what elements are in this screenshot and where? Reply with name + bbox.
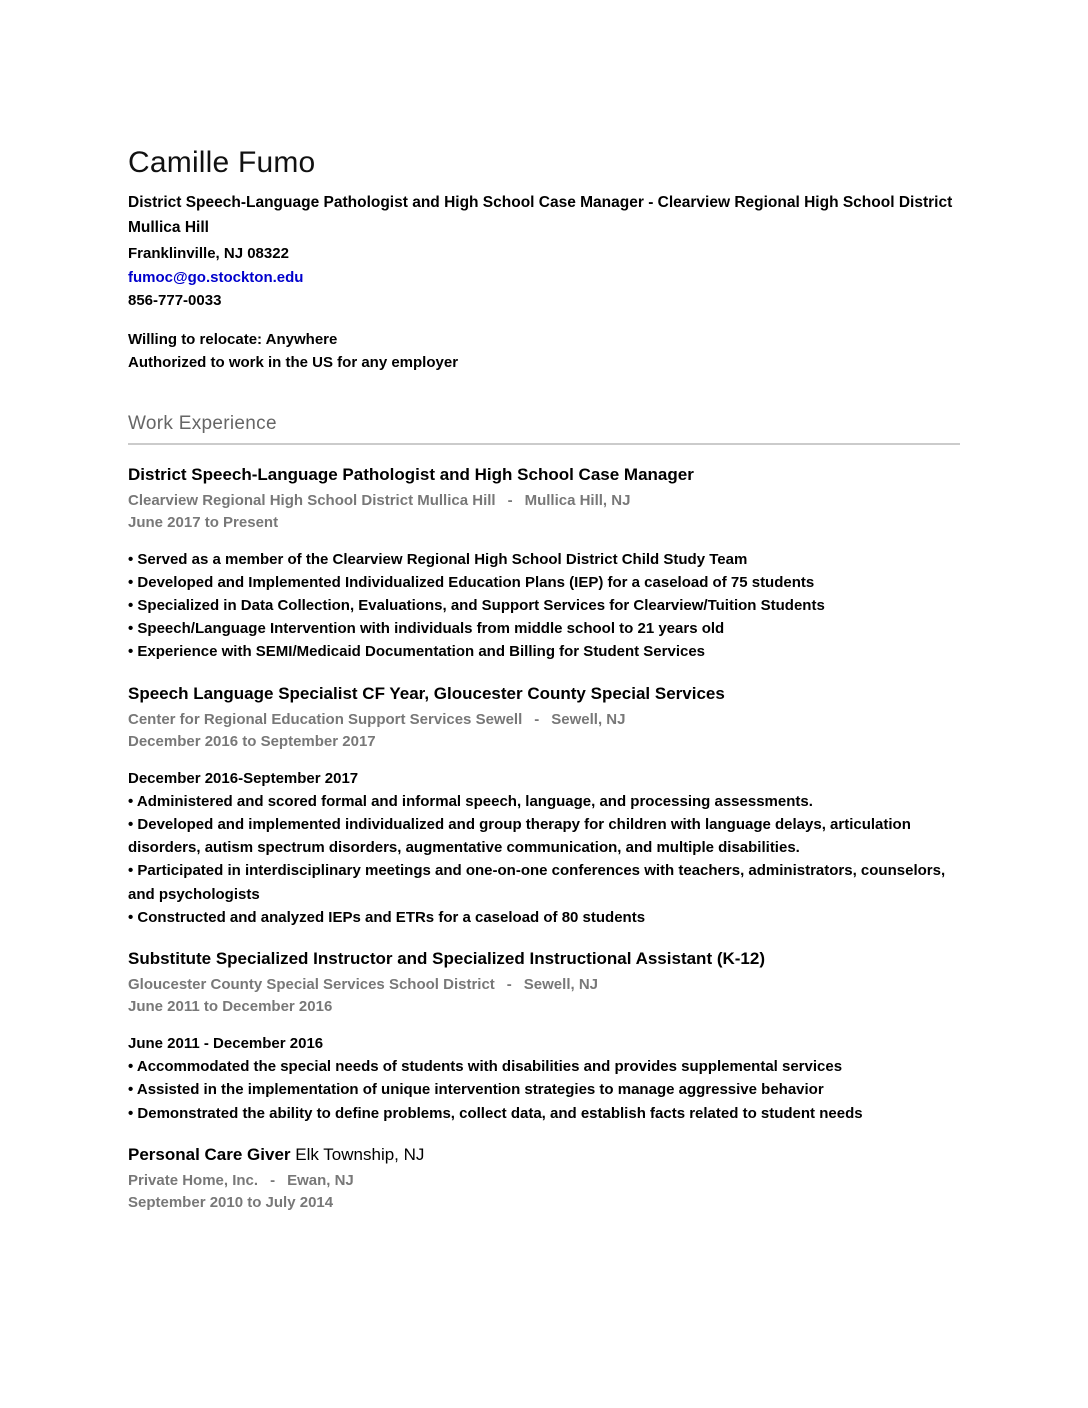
resume-name: Camille Fumo	[128, 146, 316, 179]
job-bullet: • Experience with SEMI/Medicaid Documentation and Billing for Student Services	[128, 643, 706, 661]
relocation-note: Willing to relocate: Anywhere	[128, 330, 338, 348]
job-company-line	[128, 974, 960, 997]
job-company: Center for Regional Education Support Services Sewell	[128, 710, 523, 728]
job-bullet: • Constructed and analyzed IEPs and ETRs for a caseload of 80 students	[128, 908, 646, 926]
work-authorization-note: Authorized to work in the US for any employer	[128, 353, 459, 371]
company-location-separator: -	[506, 975, 512, 993]
job-bullet: • Assisted in the implementation of unique intervention strategies to manage aggressive behavior	[128, 1081, 824, 1099]
job-title-location-suffix: Elk Township, NJ	[295, 1144, 425, 1164]
job-company-line	[128, 709, 960, 732]
job-company-line	[128, 490, 960, 513]
job-title	[128, 1143, 898, 1167]
job-date-note: December 2016-September 2017	[128, 769, 359, 787]
job-bullet: • Developed and Implemented Individualized Education Plans (IEP) for a caseload of 75 students	[128, 573, 815, 591]
job-location: Ewan, NJ	[287, 1171, 354, 1189]
job-entry	[128, 463, 960, 664]
job-location: Sewell, NJ	[523, 975, 598, 993]
contact-location: Franklinville, NJ 08322	[128, 245, 289, 262]
job-bullet: • Participated in interdisciplinary meetings and one-on-one conferences with teachers, administrators, counselors, and psychologists	[128, 862, 946, 903]
contact-block	[128, 242, 960, 313]
job-dates: September 2010 to July 2014	[128, 1194, 334, 1212]
job-dates: December 2016 to September 2017	[128, 733, 376, 751]
job-location: Mullica Hill, NJ	[524, 491, 631, 509]
section-divider	[128, 443, 960, 445]
job-entry	[128, 1143, 960, 1215]
job-company-line	[128, 1170, 960, 1193]
resume-headline: District Speech-Language Pathologist and High School Case Manager - Clearview Regional High School District Mullica Hill	[128, 194, 953, 236]
job-dates: June 2011 to December 2016	[128, 998, 333, 1016]
job-bullet: • Demonstrated the ability to define problems, collect data, and establish facts related to student needs	[128, 1104, 863, 1122]
company-location-separator: -	[270, 1171, 276, 1189]
job-description	[128, 1032, 960, 1125]
job-bullet: • Accommodated the special needs of students with disabilities and provides supplemental services	[128, 1058, 843, 1076]
company-location-separator: -	[534, 710, 540, 728]
company-location-separator: -	[507, 491, 513, 509]
job-date-note: June 2011 - December 2016	[128, 1034, 324, 1052]
job-entry	[128, 947, 960, 1125]
job-title: Substitute Specialized Instructor and Specialized Instructional Assistant (K-12)	[128, 948, 765, 968]
phone-number: 856-777-0033	[128, 292, 222, 309]
email-link[interactable]: fumoc@go.stockton.edu	[128, 268, 304, 286]
job-bullet: • Specialized in Data Collection, Evaluations, and Support Services for Clearview/Tuition Students	[128, 596, 825, 614]
job-entry	[128, 682, 960, 929]
job-bullet: • Developed and implemented individualized and group therapy for children with language delays, articulation disorders, autism spectrum disorders, augmentative communication, and multiple disabilities.	[128, 815, 911, 857]
job-company: Clearview Regional High School District Mullica Hill	[128, 491, 496, 509]
job-company: Private Home, Inc.	[128, 1171, 259, 1189]
job-bullet: • Administered and scored formal and informal speech, language, and processing assessments.	[128, 792, 813, 810]
job-company: Gloucester County Special Services School District	[128, 975, 495, 993]
job-title: Speech Language Specialist CF Year, Gloucester County Special Services	[128, 683, 725, 703]
resume-page	[128, 0, 960, 1215]
job-bullet: • Served as a member of the Clearview Regional High School District Child Study Team	[128, 550, 748, 568]
job-description	[128, 548, 960, 664]
job-title: District Speech-Language Pathologist and High School Case Manager	[128, 464, 694, 484]
section-title-work-experience: Work Experience	[128, 412, 277, 434]
job-bullet: • Speech/Language Intervention with individuals from middle school to 21 years old	[128, 620, 725, 638]
job-dates: June 2017 to Present	[128, 514, 279, 531]
job-location: Sewell, NJ	[551, 710, 626, 728]
job-description	[128, 767, 960, 929]
statements-block	[128, 328, 960, 374]
job-title-text: Personal Care Giver	[128, 1144, 291, 1164]
